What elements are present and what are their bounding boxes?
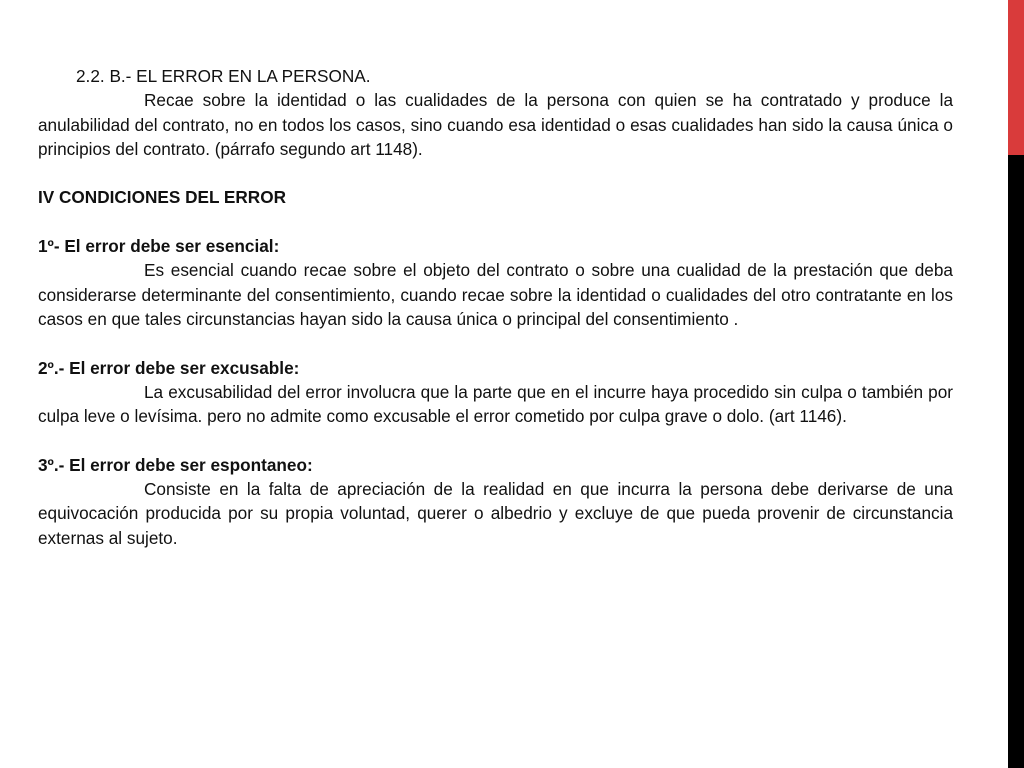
- condition-1-title: 1º- El error debe ser esencial:: [38, 236, 280, 257]
- spacer: [38, 428, 953, 452]
- condition-2-title: 2º.- El error debe ser excusable:: [38, 357, 300, 378]
- accent-bar-black: [1008, 155, 1024, 768]
- spacer: [38, 331, 953, 355]
- conditions-heading: IV CONDICIONES DEL ERROR: [38, 187, 286, 208]
- condition-2-paragraph: La excusabilidad del error involucra que la parte que en el incurre haya procedido sin culpa o también por culpa leve o levísima. pero no admite como excusable el error cometido por culpa grave o dolo. (art 1146).: [38, 381, 953, 427]
- condition-1-paragraph: Es esencial cuando recae sobre el objeto del contrato o sobre una cualidad de la prestación que deba considerarse determinante del consentimiento, cuando recae sobre la identidad o cualidades del otro contratante en los casos en que tales circunstancias hayan sido la causa única o principal del consentimiento .: [38, 260, 953, 329]
- spacer: [38, 210, 953, 234]
- section-b-paragraph: Recae sobre la identidad o las cualidades de la persona con quien se ha contratado y produce la anulabilidad del contrato, no en todos los casos, sino cuando esa identidad o esas cualidades han sido la causa única o principios del contrato. (párrafo segundo art 1148).: [38, 90, 953, 159]
- condition-3-title: 3º.- El error debe ser espontaneo:: [38, 454, 313, 475]
- slide-body: [38, 64, 953, 550]
- spacer: [38, 161, 953, 185]
- section-b-title: 2.2. B.- EL ERROR EN LA PERSONA.: [76, 66, 371, 86]
- condition-3-paragraph: Consiste en la falta de apreciación de la realidad en que incurra la persona debe derivarse de una equivocación producida por su propia voluntad, querer o albedrio y excluye de que pueda provenir de circunstancia externas al sujeto.: [38, 479, 953, 548]
- accent-bar-red: [1008, 0, 1024, 155]
